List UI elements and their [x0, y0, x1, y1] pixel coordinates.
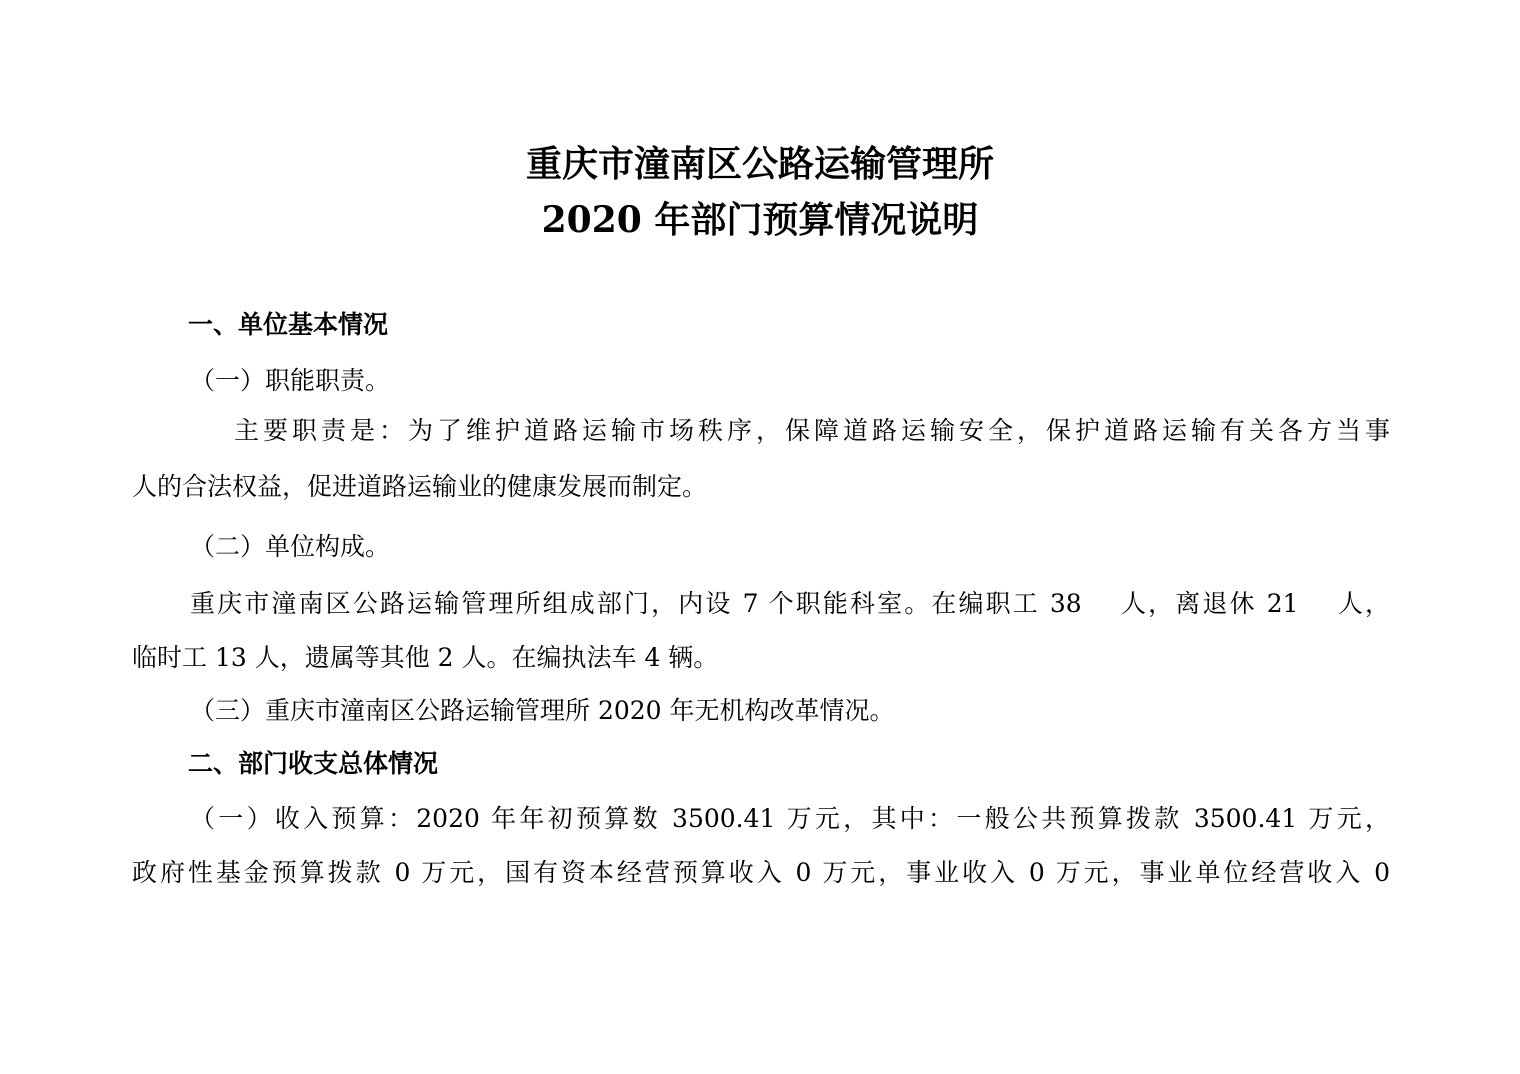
- section1-heading: 一、单位基本情况: [188, 310, 389, 339]
- sub1-paragraph-line2: 人的合法权益，促进道路运输业的健康发展而制定。: [132, 472, 708, 501]
- document-title-line1: 重庆市潼南区公路运输管理所: [525, 143, 994, 185]
- sub1-heading: （一）职能职责。: [190, 366, 391, 395]
- sub2-heading: （二）单位构成。: [190, 532, 391, 561]
- income-paragraph-line1: （一）收入预算：2020 年年初预算数 3500.41 万元，其中：一般公共预算拨款 3500.41 万元，: [190, 804, 1390, 833]
- sub1-paragraph-line1: 主要职责是：为了维护道路运输市场秩序，保障道路运输安全，保护道路运输有关各方当事: [234, 416, 1390, 445]
- income-paragraph-line2: 政府性基金预算拨款 0 万元，国有资本经营预算收入 0 万元，事业收入 0 万元，事业单位经营收入 0: [132, 858, 1390, 887]
- sub3-heading: （三）重庆市潼南区公路运输管理所 2020 年无机构改革情况。: [190, 696, 895, 725]
- sub2-paragraph-line2: 临时工 13 人，遗属等其他 2 人。在编执法车 4 辆。: [132, 643, 719, 672]
- document-title-line2: 2020 年部门预算情况说明: [541, 199, 979, 241]
- section2-heading: 二、部门收支总体情况: [188, 749, 439, 778]
- sub2-paragraph-line1: 重庆市潼南区公路运输管理所组成部门，内设 7 个职能科室。在编职工 38 人，离退休 21 人，: [190, 589, 1390, 618]
